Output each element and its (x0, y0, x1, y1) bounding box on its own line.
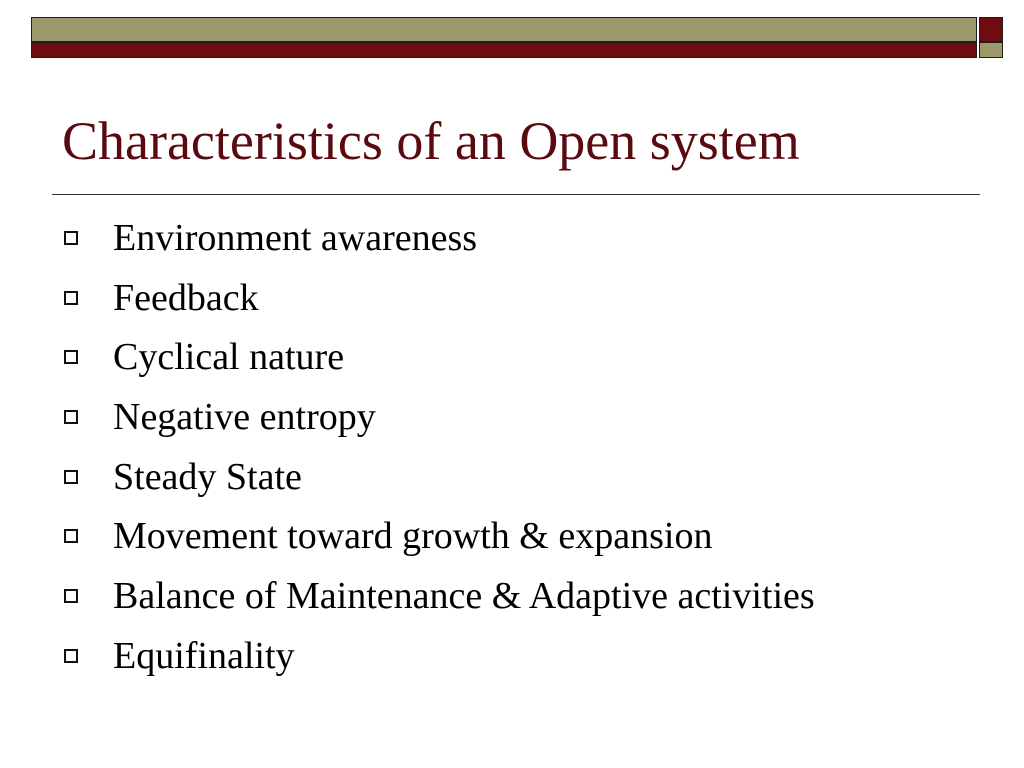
hollow-square-icon (64, 350, 78, 364)
bullet-text: Cyclical nature (113, 336, 345, 379)
bullet-text: Environment awareness (113, 216, 478, 259)
bullet-item (64, 447, 815, 507)
hollow-square-icon (64, 470, 78, 484)
hollow-square-icon (64, 231, 78, 245)
bullet-item (64, 387, 815, 447)
hollow-square-icon (64, 589, 78, 603)
banner-olive-square (979, 42, 1003, 58)
bullet-text: Equifinality (113, 634, 295, 677)
bullet-text: Negative entropy (113, 395, 376, 438)
bullet-text: Movement toward growth & expansion (113, 515, 713, 558)
bullet-list (64, 208, 815, 686)
banner-olive-bar (31, 17, 977, 42)
title-divider (52, 194, 980, 195)
bullet-text: Balance of Maintenance & Adaptive activities (113, 574, 815, 617)
banner-maroon-square (979, 17, 1003, 42)
hollow-square-icon (64, 291, 78, 305)
banner-maroon-bar (31, 42, 977, 58)
slide-title: Characteristics of an Open system (62, 111, 800, 171)
bullet-text: Steady State (113, 455, 302, 498)
bullet-item (64, 566, 815, 626)
bullet-item (64, 506, 815, 566)
bullet-item (64, 626, 815, 686)
bullet-item (64, 327, 815, 387)
hollow-square-icon (64, 649, 78, 663)
bullet-text: Feedback (113, 276, 259, 319)
bullet-item (64, 208, 815, 268)
hollow-square-icon (64, 529, 78, 543)
bullet-item (64, 268, 815, 328)
hollow-square-icon (64, 410, 78, 424)
